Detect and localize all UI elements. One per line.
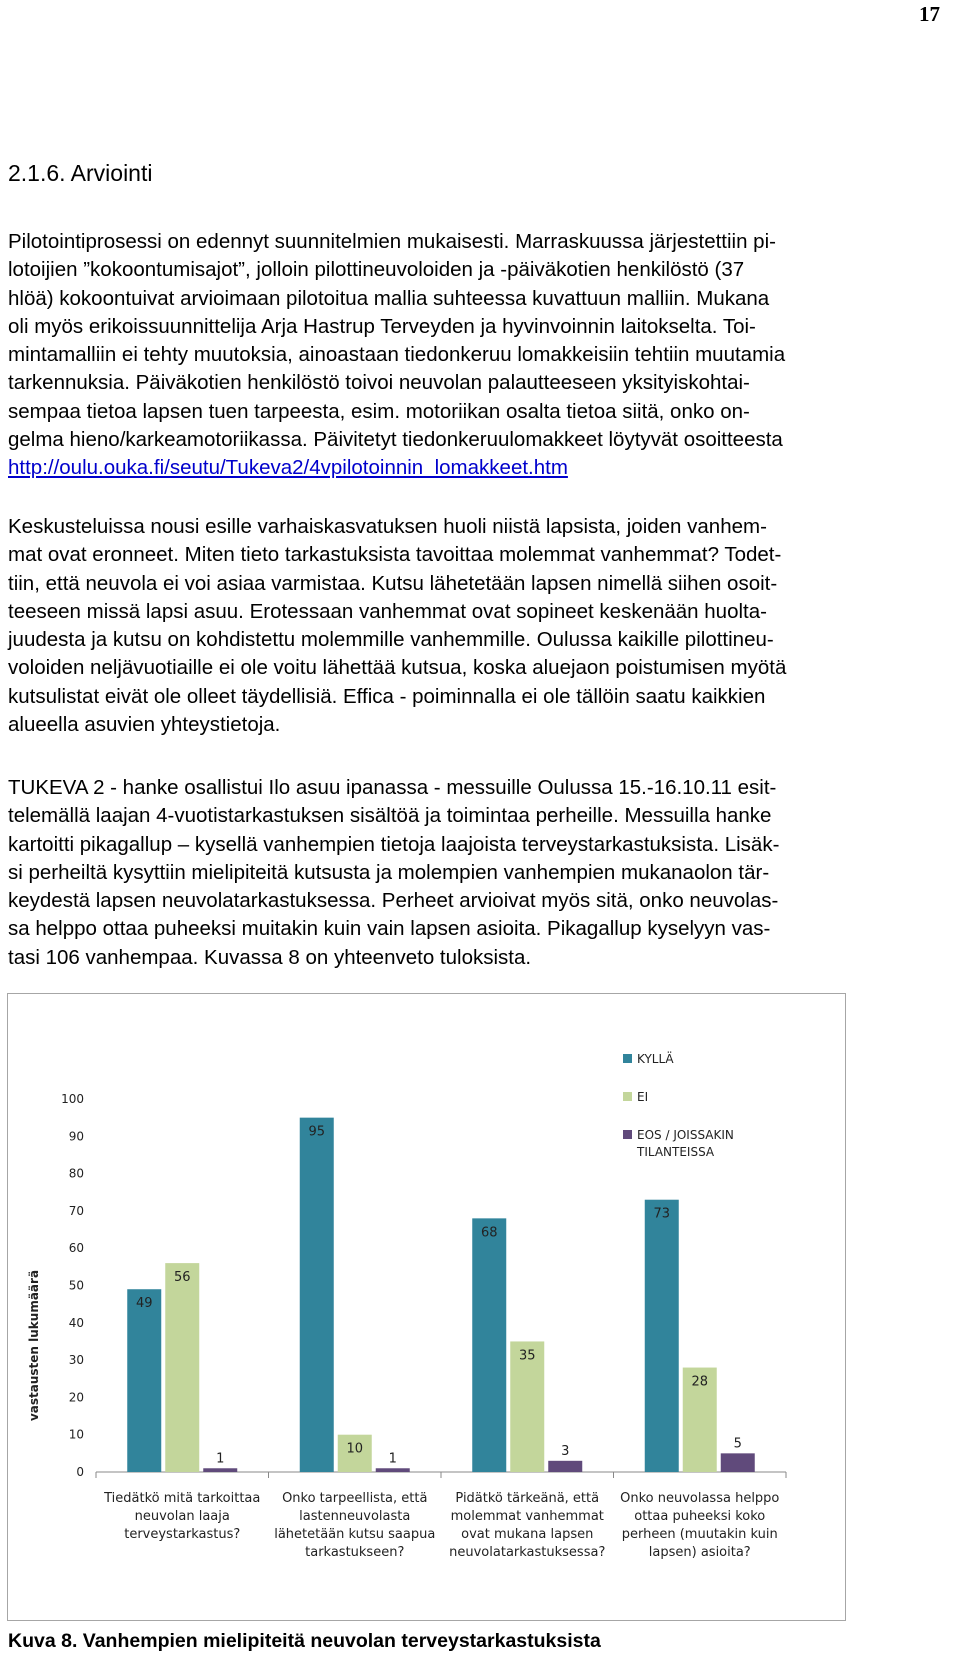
bar-kyllä — [127, 1289, 161, 1472]
legend-swatch — [623, 1054, 632, 1063]
legend-swatch — [623, 1130, 632, 1139]
paragraph-pilot-process: Pilotointiprosessi on edennyt suunnitelmien mukaisesti. Marraskuussa järjestettiin pi- lotoijien ”kokoontumisajot”, jolloin pilottineuvoloiden ja -päiväkotien henkilöstö (37 hlöä) kokoontuivat arvioimaan pilotoitua mallia suhteessa kuvattuun malliin. Mukana oli myös erikoissuunnittelija Arja Hastrup Terveyden ja hyvinvoinnin laitokselta. Toi- mintamalliin ei tehty muutoksia, ainoastaan tiedonkeruu lomakkeisiin tehtiin muutamia tarkennuksia. Päiväkotien henkilöstö toivoi neuvolan palautteeseen yksityiskohtai- sempaa tietoa lapsen tuen tarpeesta, esim. motoriikan osalta tietoa siitä, onko on- gelma hieno/karkeamotoriikassa. Päivitetyt tiedonkeruulomakkeet löytyvät osoitteesta http://oulu.ouka.fi/seutu/Tukeva2/4vpilotoinnin_lomakkeet.htm — [8, 230, 786, 480]
y-tick-label: 80 — [68, 1166, 84, 1181]
data-label: 56 — [173, 1270, 191, 1286]
paragraph-tukeva: TUKEVA 2 - hanke osallistui Ilo asuu ipanassa - messuille Oulussa 15.-16.10.11 esit- telemällä laajan 4-vuotistarkastuksen sisältöä ja toimintaa perheille. Messuilla hanke kartoitti pikagallup – kysellä vanhempien tietoja laajoista terveystarkastuksista. Lisäk- si perheiltä kysyttiin mielipiteitä kutsusta ja molempien vanhempien mukanaolon tär- keydestä lapsen neuvolatarkastuksessa. Perheet arvioivat myös sitä, onko neuvolas- sa helppo ottaa puheeksi muitakin kuin vain lapsen asioita. Pikagallup kyselyyn vas- tasi 106 vanhempaa. Kuvassa 8 on yhteenveto tuloksista. — [8, 776, 780, 969]
y-axis-title: vastausten lukumäärä — [27, 1269, 41, 1422]
page-number: 17 — [919, 2, 940, 26]
x-tick-label: terveystarkastus? — [124, 1527, 241, 1542]
y-tick-label: 0 — [76, 1465, 84, 1479]
x-tick-label: neuvolatarkastuksessa? — [449, 1545, 606, 1560]
bar-eos — [721, 1453, 755, 1472]
x-tick-label: Tiedätkö mitä tarkoittaa — [104, 1491, 261, 1506]
y-tick-label: 100 — [61, 1092, 84, 1106]
forms-link[interactable]: http://oulu.ouka.fi/seutu/Tukeva2/4vpilotoinnin_lomakkeet.htm — [8, 456, 568, 480]
x-tick-label: molemmat vanhemmat — [450, 1509, 604, 1524]
legend-swatch — [623, 1092, 632, 1101]
figure-caption: Kuva 8. Vanhempien mielipiteitä neuvolan terveystarkastuksista — [8, 1630, 601, 1652]
y-tick-label: 70 — [68, 1203, 84, 1218]
data-label: 10 — [346, 1441, 364, 1457]
bar-eos — [548, 1461, 582, 1472]
section-heading: 2.1.6. Arviointi — [8, 160, 153, 186]
x-tick-label: tarkastukseen? — [305, 1545, 405, 1560]
legend-label: EOS / JOISSAKIN — [637, 1128, 734, 1142]
data-label: 1 — [216, 1451, 225, 1467]
paragraph-discussions: Keskusteluissa nousi esille varhaiskasvatuksen huoli niistä lapsista, joiden vanhem- mat ovat eronneet. Miten tieto tarkastuksista tavoittaa molemmat vanhemmat? Todet- tiin, että neuvola ei voi asiaa varmistaa. Kutsu lähetetään lapsen nimellä siihen osoit- teeseen missä lapsi asuu. Erotessaan vanhemmat ovat sopineet keskenään huolta- juudesta ja kutsu on kohdistettu molemmille vanhemmille. Oulussa kaikille pilottineu- voloiden neljävuotiaille ei ole voitu lähettää kutsua, koska aluejaon poistumisen myötä kutsulistat eivät ole olleet täydellisiä. Effica - poiminnalla ei ole tällöin saatu kaikkien alueella asuvien yhteystietoja. — [8, 515, 787, 737]
data-label: 35 — [518, 1348, 536, 1364]
legend-label: TILANTEISSA — [637, 1145, 715, 1159]
y-tick-label: 60 — [68, 1241, 84, 1256]
x-tick-label: Pidätkö tärkeänä, että — [455, 1491, 600, 1506]
x-tick-label: lähetetään kutsu saapua — [274, 1527, 436, 1542]
x-tick-label: neuvolan laaja — [134, 1509, 230, 1524]
y-tick-label: 20 — [68, 1390, 84, 1405]
y-tick-label: 40 — [68, 1315, 84, 1330]
data-label: 28 — [691, 1374, 709, 1390]
x-tick-label: perheen (muutakin kuin — [621, 1527, 778, 1542]
bar-chart — [7, 993, 846, 1621]
bar-ei — [165, 1263, 199, 1472]
y-tick-label: 50 — [68, 1278, 84, 1293]
bar-eos — [203, 1468, 237, 1472]
bar-kyllä — [472, 1218, 506, 1472]
data-label: 73 — [653, 1206, 671, 1222]
bar-eos — [376, 1468, 410, 1472]
data-label: 5 — [733, 1436, 742, 1452]
y-tick-label: 90 — [68, 1129, 84, 1144]
x-tick-label: ottaa puheeksi koko — [634, 1509, 766, 1524]
bar-kyllä — [645, 1200, 679, 1472]
data-label: 95 — [308, 1124, 326, 1140]
data-label: 49 — [135, 1296, 153, 1312]
y-tick-label: 30 — [68, 1353, 84, 1368]
data-label: 1 — [388, 1451, 397, 1467]
x-tick-label: lastenneuvolasta — [299, 1509, 411, 1524]
data-label: 3 — [561, 1443, 570, 1459]
y-tick-label: 10 — [68, 1427, 84, 1442]
x-tick-label: lapsen) asioita? — [648, 1545, 751, 1560]
x-tick-label: Onko neuvolassa helppo — [620, 1491, 780, 1506]
bar-chart-svg — [8, 994, 845, 1620]
legend-label: EI — [637, 1090, 649, 1104]
bar-kyllä — [300, 1118, 334, 1472]
x-tick-label: Onko tarpeellista, että — [282, 1491, 428, 1506]
legend-label: KYLLÄ — [637, 1052, 674, 1066]
x-tick-label: ovat mukana lapsen — [461, 1527, 594, 1542]
data-label: 68 — [480, 1225, 498, 1241]
